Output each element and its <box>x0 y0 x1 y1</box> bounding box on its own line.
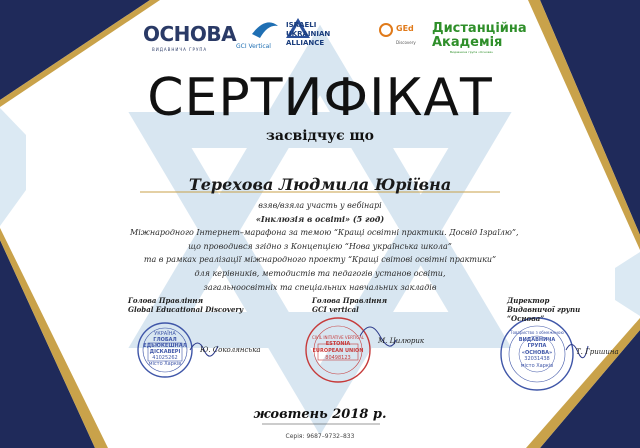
certificate-subtitle: засвідчує що <box>265 128 374 144</box>
stamp-text-line: УКРАЇНА <box>154 331 176 337</box>
stamp-text-line: 80498123 <box>325 355 351 361</box>
alliance-logo-line: UKRAINIAN <box>286 30 331 38</box>
osnova-logo: ОСНОВА <box>143 22 237 46</box>
stamp-text-line: місто Харків <box>148 361 182 367</box>
body-line: що проводився згідно з Концепцією “Нова українська школа” <box>188 241 452 251</box>
gci-logo: GCI Vertical <box>236 43 271 50</box>
alliance-logo-line: ALLIANCE <box>286 39 325 47</box>
stamp-text-line: 41025262 <box>152 355 178 361</box>
signature-org: Global Educational Discovery <box>128 305 244 314</box>
stamp-text-line: ВИДАВНИЧА <box>518 336 556 343</box>
body-line: Міжнародного Інтернет–марафона за темою “Кращі освітні практики. Досвід Ізраїлю”, <box>130 228 519 238</box>
recipient-name: Терехова Людмила Юріївна <box>188 175 452 194</box>
signature-role: Голова Правління <box>312 296 388 305</box>
signature-block-right <box>507 296 580 323</box>
certificate-title: СЕРТИФІКАТ <box>147 68 493 128</box>
body-line: взяв/взяла участь у вебінарі <box>258 201 382 210</box>
stamp-text-line: ГРУПА <box>527 343 547 349</box>
stamp-middle-text <box>298 334 378 362</box>
partner-logos <box>140 16 530 56</box>
body-line: загальноосвітніх та спеціальних навчальних закладів <box>203 282 437 292</box>
webinar-title: «Інклюзія в освіті» (5 год) <box>255 213 385 224</box>
certificate-body <box>130 199 519 294</box>
stamp-text-line: ЕДЬЮКЕШНАЛ <box>143 343 187 349</box>
stamp-text-line: «ОСНОВА» <box>521 349 553 356</box>
body-line: для керівників, методистів та педагогів установ освіти, <box>194 268 446 278</box>
certificate-date: жовтень 2018 р. <box>253 407 387 422</box>
stamp-text-line: Товариство з обмеженою <box>510 330 564 335</box>
signature-org: Видавничої групи <box>507 305 581 314</box>
signature-name-left: Ю. Соколянська <box>200 346 261 354</box>
stamp-right-text <box>505 330 569 369</box>
alliance-logo <box>286 21 330 48</box>
stamp-text-line: ДІСКАВЕРІ <box>149 349 181 355</box>
academy-logo-subtitle: Видавнича група «Основа» <box>450 50 494 54</box>
stamp-text-line: ESTONIA <box>325 341 351 347</box>
academy-logo-line1: Дистанційна <box>432 21 527 36</box>
stamp-text-line: ГЛОБАЛ <box>153 337 177 343</box>
certificate-series: Серія: 9687–9732–833 <box>285 433 355 440</box>
stamp-text-line: CIVIL INITIATIVE VERTICAL <box>311 335 365 340</box>
body-line: та в рамках реалізації міжнародного проекту “Кращі світові освітні практики” <box>143 255 497 265</box>
stamp-text-line: 32031438 <box>524 356 550 362</box>
signature-role: Голова Правління <box>128 296 204 305</box>
academy-logo-line2: Академія <box>432 35 503 50</box>
alliance-logo-line: ISRAELI <box>286 21 317 29</box>
signature-name-right: Т. Гришина <box>576 348 619 356</box>
stamp-left-text <box>140 331 190 367</box>
stamp-text-line: EUROPEAN UNION <box>312 348 364 354</box>
signature-block-left <box>128 296 243 314</box>
signature-block-middle <box>312 296 387 314</box>
osnova-logo-subtitle: ВИДАВНИЧА ГРУПА <box>152 47 208 52</box>
side-band-right <box>615 252 640 316</box>
signature-role: Директор <box>507 296 550 305</box>
ged-logo: GEd <box>396 24 414 33</box>
ged-logo-subtitle: Discovery <box>396 40 416 45</box>
signature-org: GCI vertical <box>312 305 359 314</box>
signature-name-middle: М. Цилюрик <box>378 337 425 345</box>
stamp-text-line: місто Харків <box>520 362 554 369</box>
signature-org-name: “Основа” <box>507 314 545 323</box>
